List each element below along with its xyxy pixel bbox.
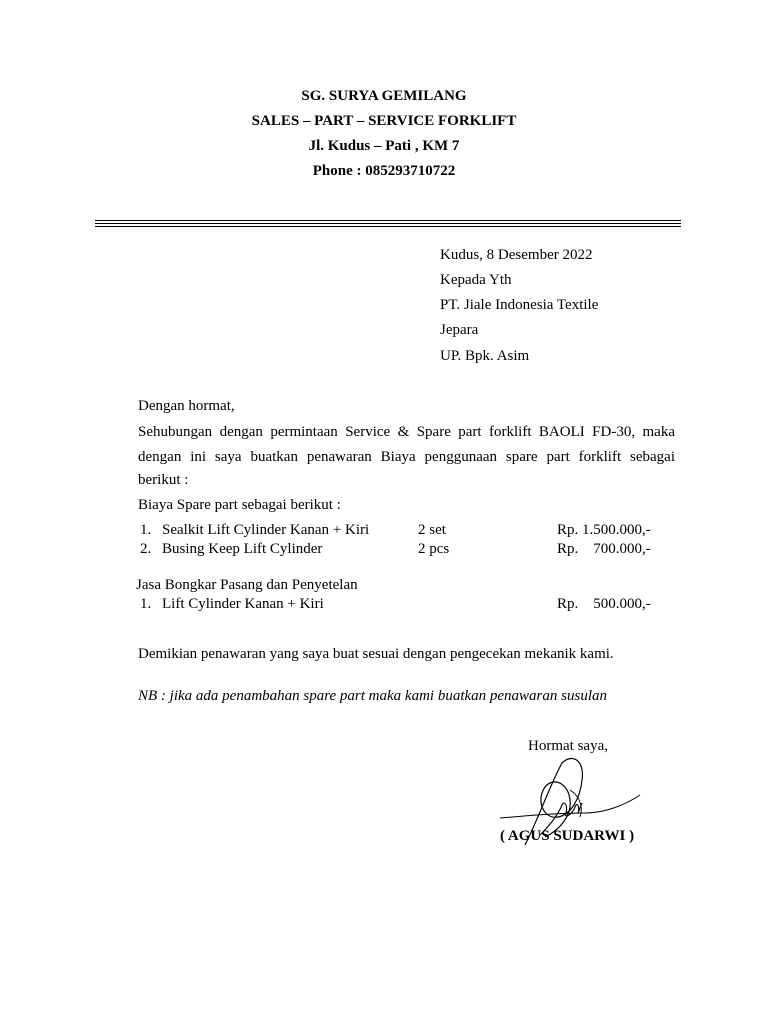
intro-line-3: berikut : bbox=[138, 472, 189, 488]
recipient-attention: UP. Bpk. Asim bbox=[440, 348, 530, 364]
item-number: 2. bbox=[140, 541, 152, 557]
recipient-to: Kepada Yth bbox=[440, 272, 512, 288]
item-quantity: 2 pcs bbox=[418, 541, 450, 557]
company-phone: Phone : 085293710722 bbox=[312, 163, 456, 179]
item-price: Rp. 1.500.000,- bbox=[557, 522, 651, 538]
recipient-company: PT. Jiale Indonesia Textile bbox=[440, 297, 599, 313]
intro-line-2: dengan ini saya buatkan penawaran Biaya penggunaan spare part forklift sebagai bbox=[138, 449, 675, 465]
intro-line-1: Sehubungan dengan permintaan Service & Spare part forklift BAOLI FD-30, maka bbox=[138, 424, 675, 440]
letter-date: Kudus, 8 Desember 2022 bbox=[440, 247, 593, 263]
item-quantity: 2 set bbox=[418, 522, 446, 538]
company-name: SG. SURYA GEMILANG bbox=[301, 88, 467, 104]
company-tagline: SALES – PART – SERVICE FORKLIFT bbox=[251, 113, 517, 129]
company-address: Jl. Kudus – Pati , KM 7 bbox=[308, 138, 460, 154]
salutation: Hormat saya, bbox=[528, 738, 608, 754]
recipient-city: Jepara bbox=[440, 322, 479, 338]
closing-text: Demikian penawaran yang saya buat sesuai dengan pengecekan mekanik kami. bbox=[138, 646, 614, 662]
item-description: Sealkit Lift Cylinder Kanan + Kiri bbox=[162, 522, 370, 538]
note-text: NB : jika ada penambahan spare part maka kami buatkan penawaran susulan bbox=[138, 688, 607, 704]
service-heading: Jasa Bongkar Pasang dan Penyetelan bbox=[136, 577, 358, 593]
item-price: Rp. 700.000,- bbox=[557, 541, 651, 557]
item-description: Lift Cylinder Kanan + Kiri bbox=[162, 596, 324, 612]
signatory-name: ( AGUS SUDARWI ) bbox=[500, 828, 635, 844]
greeting: Dengan hormat, bbox=[138, 398, 235, 414]
item-number: 1. bbox=[140, 522, 152, 538]
item-description: Busing Keep Lift Cylinder bbox=[162, 541, 323, 557]
item-price: Rp. 500.000,- bbox=[557, 596, 651, 612]
item-number: 1. bbox=[140, 596, 152, 612]
parts-heading: Biaya Spare part sebagai berikut : bbox=[138, 497, 341, 513]
